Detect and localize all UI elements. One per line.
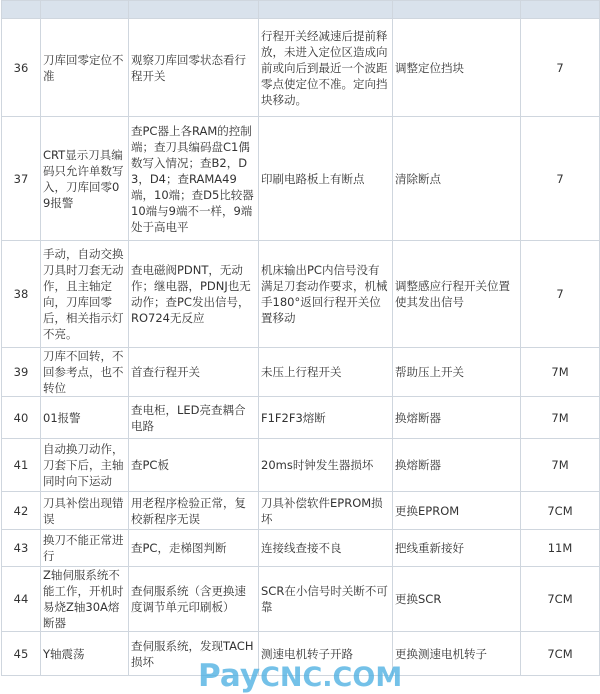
row-number: 38 bbox=[2, 241, 41, 348]
cell-symptom: 01报警 bbox=[41, 397, 129, 439]
table-row bbox=[2, 348, 600, 397]
cell-cause: 行程开关经减速后提前释放，未进入定位区造成向前或向后到最近一个波距零点使定位不准。定向挡块移动。 bbox=[259, 19, 393, 117]
cell-fix: 换熔断器 bbox=[393, 439, 521, 492]
table-row bbox=[2, 397, 600, 439]
cell-symptom: 自动换刀动作，刀套下后，主轴同时向下运动 bbox=[41, 439, 129, 492]
cell-cause: 机床输出PC内信号没有满足刀套动作要求，机械手180°返回行程开关位置移动 bbox=[259, 241, 393, 348]
cell-cause: F1F2F3熔断 bbox=[259, 397, 393, 439]
cell-cause: SCR在小信号时关断不可靠 bbox=[259, 567, 393, 632]
cell-check: 查电磁阀PDNT，无动作；继电器，PDNJ也无动作；查PC发出信号，RO724无反应 bbox=[129, 241, 259, 348]
cell-symptom: Y轴震荡 bbox=[41, 632, 129, 676]
cell-cause: 连接线查接不良 bbox=[259, 530, 393, 567]
cell-code: 7M bbox=[521, 439, 600, 492]
fault-table bbox=[1, 0, 600, 676]
cell-symptom: 刀库不回转，不回参考点，也不转位 bbox=[41, 348, 129, 397]
watermark-text-pay: Pay bbox=[198, 658, 261, 694]
table-row bbox=[2, 632, 600, 676]
cell-symptom: Z轴伺服系统不能工作，开机时易烧Z轴30A熔断器 bbox=[41, 567, 129, 632]
table-header-strip bbox=[2, 1, 600, 19]
cell-check: 查PC，走梯图判断 bbox=[129, 530, 259, 567]
row-number: 39 bbox=[2, 348, 41, 397]
cell-code: 7 bbox=[521, 241, 600, 348]
cell-symptom: 换刀不能正常进行 bbox=[41, 530, 129, 567]
cell-cause: 20ms时钟发生器损坏 bbox=[259, 439, 393, 492]
cell-fix: 把线重新接好 bbox=[393, 530, 521, 567]
cell-check: 首查行程开关 bbox=[129, 348, 259, 397]
table-row bbox=[2, 117, 600, 241]
cell-check: 观察刀库回零状态看行程开关 bbox=[129, 19, 259, 117]
row-number: 43 bbox=[2, 530, 41, 567]
cell-fix: 换熔断器 bbox=[393, 397, 521, 439]
cell-check: 用老程序检验正常，复校新程序无误 bbox=[129, 492, 259, 530]
cell-check: 查伺服系统，发现TACH损坏 bbox=[129, 632, 259, 676]
table-row bbox=[2, 439, 600, 492]
cell-symptom: CRT显示刀具编码只允许单数写入，刀库回零09报警 bbox=[41, 117, 129, 241]
cell-fix: 调整感应行程开关位置使其发出信号 bbox=[393, 241, 521, 348]
cell-fix: 帮助压上开关 bbox=[393, 348, 521, 397]
cell-fix: 清除断点 bbox=[393, 117, 521, 241]
table-row bbox=[2, 241, 600, 348]
table-row bbox=[2, 492, 600, 530]
row-number: 42 bbox=[2, 492, 41, 530]
row-number: 44 bbox=[2, 567, 41, 632]
cell-check: 查PC板 bbox=[129, 439, 259, 492]
cell-fix: 更换测速电机转子 bbox=[393, 632, 521, 676]
row-number: 41 bbox=[2, 439, 41, 492]
cell-symptom: 刀库回零定位不准 bbox=[41, 19, 129, 117]
cell-fix: 调整定位挡块 bbox=[393, 19, 521, 117]
row-number: 37 bbox=[2, 117, 41, 241]
watermark-text-cnc: CNC.COM bbox=[260, 662, 403, 693]
cell-code: 11M bbox=[521, 530, 600, 567]
cell-fix: 更换EPROM bbox=[393, 492, 521, 530]
cell-code: 7CM bbox=[521, 492, 600, 530]
cell-fix: 更换SCR bbox=[393, 567, 521, 632]
cell-code: 7CM bbox=[521, 632, 600, 676]
cell-cause: 未压上行程开关 bbox=[259, 348, 393, 397]
cell-check: 查电柜，LED亮查耦合电路 bbox=[129, 397, 259, 439]
cell-check: 查伺服系统（含更换速度调节单元印刷板） bbox=[129, 567, 259, 632]
row-number: 40 bbox=[2, 397, 41, 439]
row-number: 36 bbox=[2, 19, 41, 117]
cell-symptom: 手动，自动交换刀具时刀套无动作，且主轴定向，刀库回零后，相关指示灯不亮。 bbox=[41, 241, 129, 348]
table-row bbox=[2, 530, 600, 567]
cell-symptom: 刀具补偿出现错误 bbox=[41, 492, 129, 530]
cell-code: 7M bbox=[521, 348, 600, 397]
row-number: 45 bbox=[2, 632, 41, 676]
cell-code: 7M bbox=[521, 397, 600, 439]
table-row bbox=[2, 567, 600, 632]
cell-cause: 刀具补偿软件EPROM损坏 bbox=[259, 492, 393, 530]
cell-code: 7 bbox=[521, 19, 600, 117]
cell-code: 7CM bbox=[521, 567, 600, 632]
cell-cause: 印刷电路板上有断点 bbox=[259, 117, 393, 241]
cell-code: 7 bbox=[521, 117, 600, 241]
cell-cause: 测速电机转子开路 bbox=[259, 632, 393, 676]
table-row bbox=[2, 19, 600, 117]
cell-check: 查PC器上各RAM的控制端；查刀具编码盘C1偶数写入情况；查B2，D3，D4；查RAMA49端，10端；查D5比较器10端与9端不一样，9端处于高电平 bbox=[129, 117, 259, 241]
